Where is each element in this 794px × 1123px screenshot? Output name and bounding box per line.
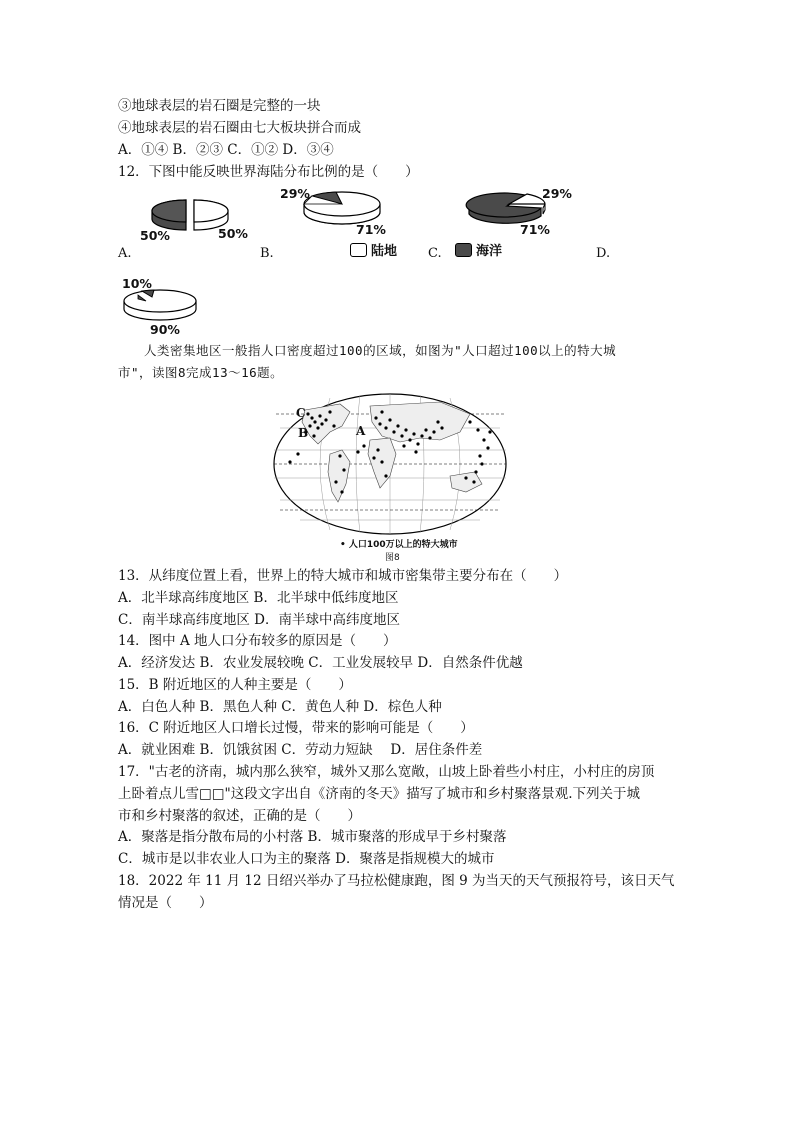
pie-d-top-pct: 10% <box>122 276 152 291</box>
map-label-a: A <box>356 424 366 438</box>
q15-options: A．白色人种 B．黑色人种 C．黄色人种 D．棕色人种 <box>118 699 442 715</box>
legend-land-swatch <box>350 243 367 257</box>
q17-options-1: A．聚落是指分散布局的小村落 B．城市聚落的形成早于乡村聚落 <box>118 829 507 845</box>
legend-land <box>350 240 397 259</box>
pie-a-land-pct: 50% <box>218 226 248 241</box>
intro-line-1: 人类密集地区一般指人口密度超过100的区域，如图为"人口超过100以上的特大城 <box>144 343 617 358</box>
pie-d-bottom-pct: 90% <box>150 322 180 337</box>
map-label-c: C <box>296 406 306 420</box>
legend-land-label: 陆地 <box>371 244 398 259</box>
q16-options: A．就业困难 B．饥饿贫困 C．劳动力短缺 D．居住条件差 <box>118 742 483 758</box>
q18-question-1: 18．2022 年 11 月 12 日绍兴举办了马拉松健康跑，图 9 为当天的天气预报符号，该日天气 <box>118 873 675 889</box>
q15-question: 15．B 附近地区的人种主要是（ ） <box>118 677 352 693</box>
pie-b-bottom-pct: 71% <box>356 222 386 237</box>
map-caption: • 人口100万以上的特大城市 <box>340 540 458 550</box>
legend-ocean <box>455 240 502 259</box>
q17-question-1: 17．"古老的济南，城内那么狭窄，城外又那么宽敞，山坡上卧着些小村庄，小村庄的房顶 <box>118 764 655 780</box>
legend-ocean-label: 海洋 <box>476 244 503 259</box>
q14-options: A．经济发达 B．农业发展较晚 C．工业发展较早 D．自然条件优越 <box>118 655 523 671</box>
statement-3: ③地球表层的岩石圈是完整的一块 <box>118 98 321 114</box>
pie-c-top-pct: 29% <box>542 186 572 201</box>
world-map <box>270 392 510 542</box>
statement-4: ④地球表层的岩石圈由七大板块拼合而成 <box>118 120 361 136</box>
intro-line-2: 市"，读图8完成13～16题。 <box>118 365 284 380</box>
q17-question-2: 上卧着点儿雪□□"这段文字出自《济南的冬天》描写了城市和乡村聚落景观.下列关于城 <box>118 786 641 802</box>
map-label-b: B <box>298 426 309 440</box>
option-d-label: D. <box>596 246 611 261</box>
legend-ocean-swatch <box>455 243 472 257</box>
pie-c-bottom-pct: 71% <box>520 222 550 237</box>
q17-question-3: 市和乡村聚落的叙述，正确的是（ ） <box>118 808 361 824</box>
q17-options-2: C．城市是以非农业人口为主的聚落 D．聚落是指规模大的城市 <box>118 851 495 867</box>
option-b-label: B. <box>260 246 274 261</box>
q12-question: 12．下图中能反映世界海陆分布比例的是（ ） <box>118 164 419 180</box>
q13-options-2: C．南半球高纬度地区 D．南半球中高纬度地区 <box>118 612 400 628</box>
intro-paragraph <box>118 340 678 384</box>
q16-question: 16．C 附近地区人口增长过慢，带来的影响可能是（ ） <box>118 720 474 736</box>
q13-options-1: A．北半球高纬度地区 B．北半球中低纬度地区 <box>118 590 399 606</box>
figure-8-label: 图8 <box>385 553 400 563</box>
option-c-label: C. <box>428 246 442 261</box>
pie-a-ocean-pct: 50% <box>140 228 170 243</box>
option-a-label: A. <box>118 246 132 261</box>
q14-question: 14．图中 A 地人口分布较多的原因是（ ） <box>118 633 397 649</box>
pie-d <box>120 287 200 327</box>
pie-b-top-pct: 29% <box>280 186 310 201</box>
q13-question: 13．从纬度位置上看，世界上的特大城市和城市密集带主要分布在（ ） <box>118 568 568 584</box>
q11-options: A．①④ B．②③ C．①② D．③④ <box>118 142 334 158</box>
q18-question-2: 情况是（ ） <box>118 895 213 911</box>
